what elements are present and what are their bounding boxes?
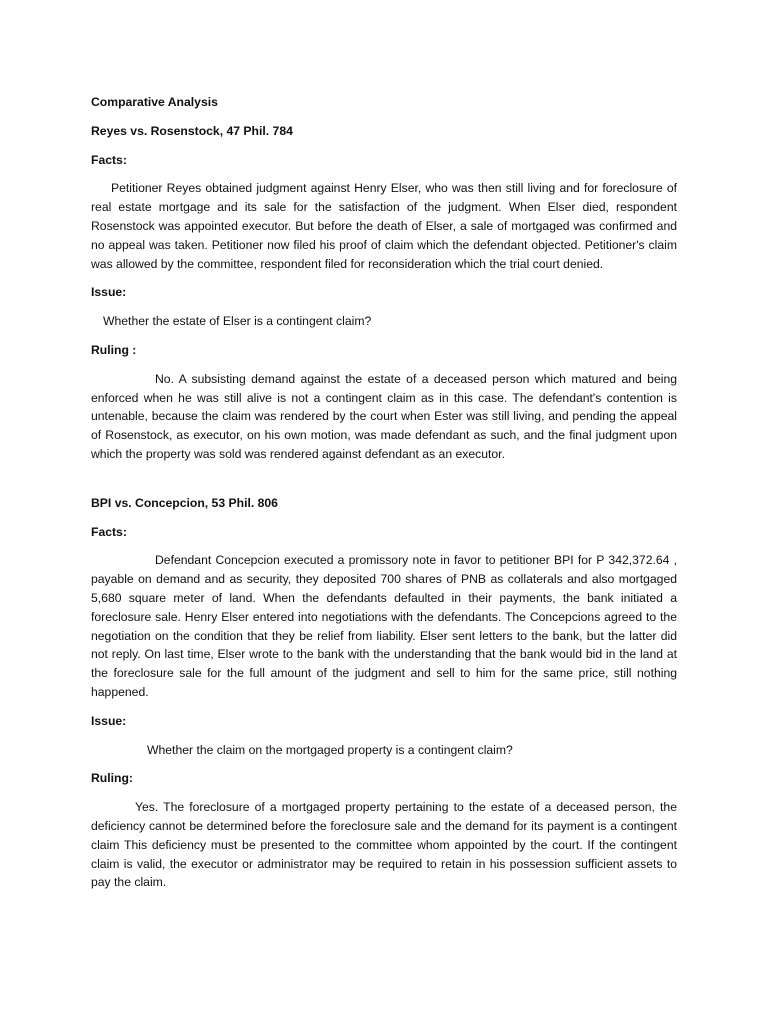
case2-issue-text: Whether the claim on the mortgaged property is a contingent claim? [147, 742, 513, 757]
case1-facts-label: Facts: [91, 152, 127, 167]
case2-heading: BPI vs. Concepcion, 53 Phil. 806 [91, 495, 278, 510]
case2-issue-label: Issue: [91, 713, 127, 728]
case1-heading: Reyes vs. Rosenstock, 47 Phil. 784 [91, 123, 293, 138]
case1-ruling-label: Ruling : [91, 342, 137, 357]
document-title: Comparative Analysis [91, 95, 218, 109]
case2-ruling-text: Yes. The foreclosure of a mortgaged property pertaining to the estate of a deceased person, the deficiency cannot be determined before the foreclosure sale and the demand for its payment is a contingent claim This deficiency must be presented to the committee whom appointed by the court. If the contingent claim is valid, the executor or administrator may be required to retain in his possession sufficient assets to pay the claim. [91, 800, 677, 890]
case1-facts-text: Petitioner Reyes obtained judgment against Henry Elser, who was then still living and for foreclosure of real estate mortgage and its sale for the satisfaction of the judgment. When Elser died, respondent Rosenstock was appointed executor. But before the death of Elser, a sale of mortgaged was confirmed and no appeal was taken. Petitioner now filed his proof of claim which the defendant objected. Petitioner's claim was allowed by the committee, respondent filed for reconsideration which the trial court denied. [91, 181, 677, 271]
case1-issue-label: Issue: [91, 285, 127, 300]
case1-ruling-text: No. A subsisting demand against the estate of a deceased person which matured and being enforced when he was still alive is not a contingent claim as in this case. The defendant's contention is untenable, because the claim was rendered by the court when Ester was still living, and pending the appeal of Rosenstock, as executor, on his own motion, was made defendant as such, and the final judgment upon which the property was sold was rendered against defendant as an executor. [91, 371, 677, 461]
document-body [91, 93, 677, 892]
case1-issue-text: Whether the estate of Elser is a contingent claim? [103, 314, 372, 329]
case2-facts-label: Facts: [91, 524, 127, 539]
case2-facts-text: Defendant Concepcion executed a promissory note in favor to petitioner BPI for P 342,372.64 , payable on demand and as security, they deposited 700 shares of PNB as collaterals and also mortgaged 5,680 square meter of land. When the defendants defaulted in their payments, the bank initiated a foreclosure sale. Henry Elser entered into negotiations with the defendants. The Concepcions agreed to the negotiation on the condition that they be relief from liability. Elser sent letters to the bank, but the latter did not reply. On last time, Elser wrote to the bank with the understanding that the bank would bid in the land at the foreclosure sale for the full amount of the judgment and sell to him for the same price, still nothing happened. [91, 553, 677, 699]
case2-ruling-label: Ruling: [91, 771, 133, 786]
